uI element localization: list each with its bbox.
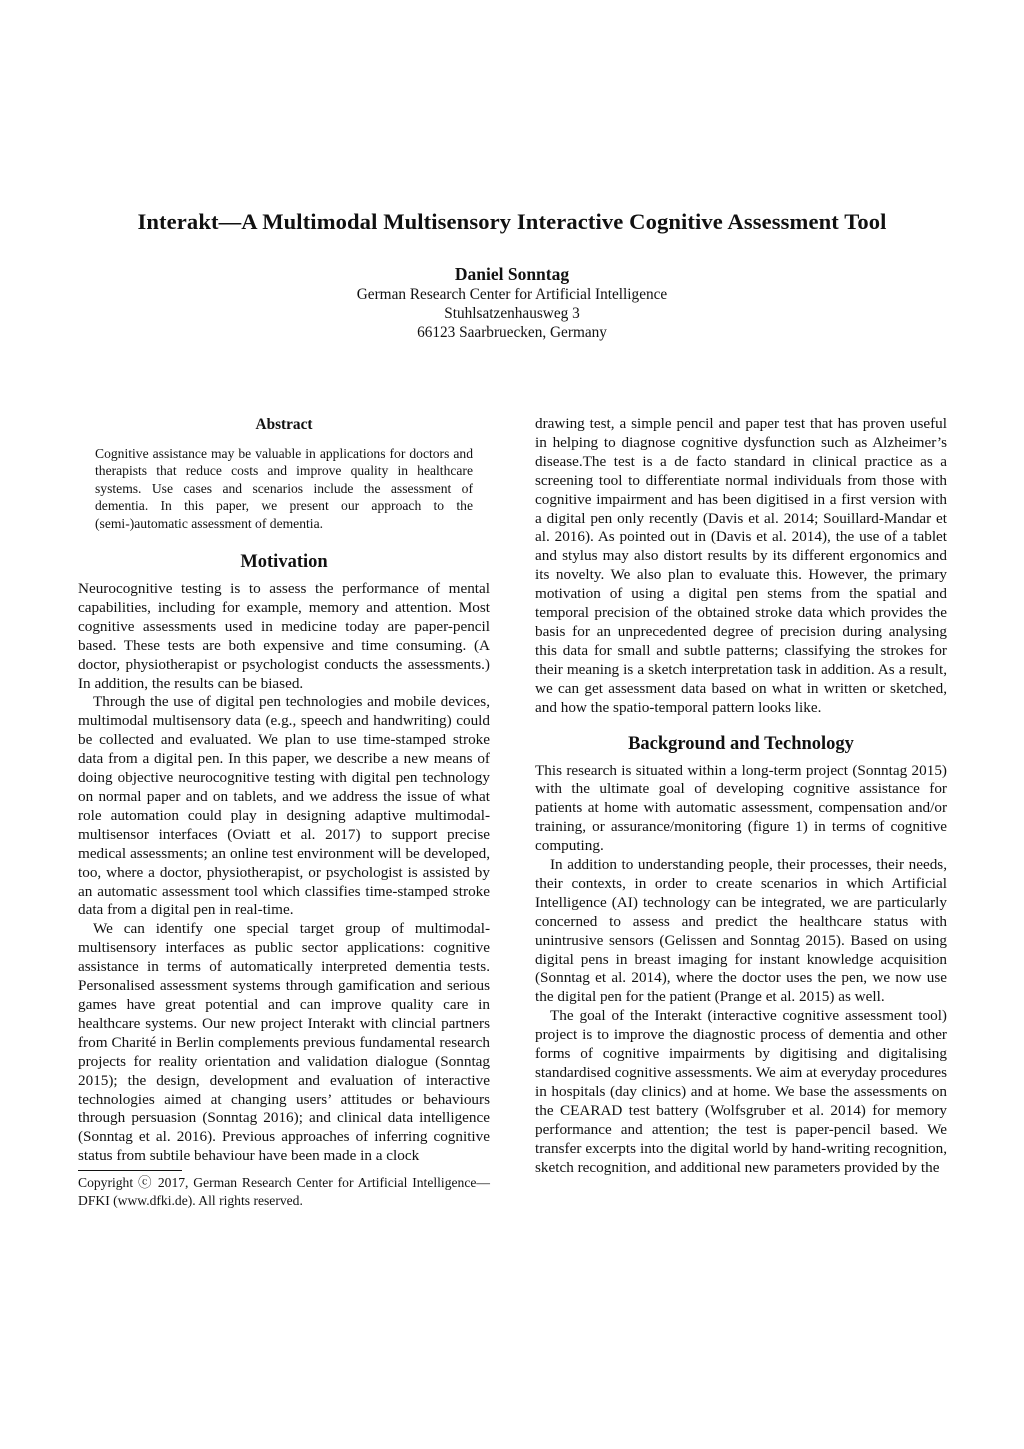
abstract-text: Cognitive assistance may be valuable in applications for doctors and therapists that reduce costs and improve quality in healthcare systems. Use cases and scenarios include the assessment of dementia. In this paper, we present our approach to the (semi-)automatic assessment of dementia. <box>95 446 473 531</box>
left-column <box>78 415 490 1209</box>
paragraph: The goal of the Interakt (interactive cognitive assessment tool) project is to improve the diagnostic process of dementia and other forms of cognitive impairments by digitising and digitalising standardised cognitive assessments. We aim at everyday procedures in hospitals (day clinics) and at home. We base the assessments on the CEARAD test battery (Wolfsgruber et al. 2014) for memory performance and attention; the test is paper-pencil based. We transfer excerpts into the digital world by hand-writing recognition, sketch recognition, and additional new parameters provided by the <box>535 1007 947 1176</box>
background-heading: Background and Technology <box>628 733 854 754</box>
paragraph: drawing test, a simple pencil and paper test that has proven useful in helping to diagnose cognitive dysfunction such as Alzheimer’s disease.The test is a de facto standard in clinical practice as a screening tool to differentiate normal individuals from those with cognitive impairment and has been digitised in a first version with a digital pen only recently (Davis et al. 2014; Souillard-Mandar et al. 2016). As pointed out in (Davis et al. 2014), the use of a tablet and stylus may also distort results by its different ergonomics and its novelty. We also plan to evaluate this. However, the primary motivation of using a digital pen stems from the spatial and temporal precision of the obtained stroke data which provides the basis for an unprecedented degree of precision during analysing this data for small and subtle patterns; classifying the strokes for their meaning is a sketch interpretation task in addition. As a result, we can get assessment data based on what in written or sketched, and how the spatio-temporal pattern looks like. <box>535 415 947 716</box>
author-block <box>0 263 1024 342</box>
right-column <box>535 415 947 1177</box>
affiliation-line: German Research Center for Artificial Intelligence <box>356 286 668 303</box>
abstract-heading: Abstract <box>255 416 313 433</box>
author-name: Daniel Sonntag <box>454 264 570 284</box>
footnote-divider <box>78 1170 182 1171</box>
copyright-footnote: Copyright ⓒ 2017, German Research Center for Artificial Intelligence—DFKI (www.dfki.de). All rights reserved. <box>78 1175 490 1208</box>
paper-title: Interakt—A Multimodal Multisensory Interactive Cognitive Assessment Tool <box>137 209 887 234</box>
paragraph: Through the use of digital pen technologies and mobile devices, multimodal multisensory data (e.g., speech and handwriting) could be collected and evaluated. We plan to use time-stamped stroke data from a digital pen. In this paper, we describe a new means of doing objective neurocognitive testing with digital pen technology on normal paper and on tablets, and we address the issue of what role automation could play in designing adaptive multimodal-multisensor interfaces (Oviatt et al. 2017) to support precise medical assessments; an online test environment will be developed, too, where a doctor, physiotherapist, or psychologist is assisted by an automatic assessment tool which classifies time-stamped stroke data from a digital pen in real-time. <box>78 693 490 919</box>
motivation-heading: Motivation <box>240 552 328 573</box>
paragraph: This research is situated within a long-term project (Sonntag 2015) with the ultimate goal of developing cognitive assistance for patients at home with automatic assessment, compensation and/or training, or assurance/monitoring (figure 1) in terms of cognitive computing. <box>535 761 947 855</box>
paragraph: Neurocognitive testing is to assess the performance of mental capabilities, including for example, memory and attention. Most cognitive assessments used in medicine today are paper-pencil based. These tests are both expensive and time consuming. (A doctor, physiotherapist or psychologist conducts the assessments.) In addition, the results can be biased. <box>78 580 490 692</box>
paragraph: In addition to understanding people, their processes, their needs, their contexts, in order to create scenarios in which Artificial Intelligence (AI) technology can be integrated, we are particularly concerned to assess and predict the healthcare status with unintrusive sensors (Gelissen and Sonntag 2015). Based on using digital pens in breast imaging for instant knowledge acquisition (Sonntag et al. 2014), where the doctor uses the pen, we now use the digital pen for the patient (Prange et al. 2015) as well. <box>535 856 947 1006</box>
paragraph: We can identify one special target group of multimodal-multisensory interfaces as public sector applications: cognitive assistance in terms of automatically interpreted dementia tests. Personalised assessment systems through gamification and serious games have great potential and can improve quality care in healthcare systems. Our new project Interakt with clincial partners from Charité in Berlin complements previous fundamental research projects for reality orientation and validation dialogue (Sonntag 2015); the design, development and evaluation of interactive technologies aimed at changing users’ attitudes or behaviours through persuasion (Sonntag 2016); and clinical data intelligence (Sonntag et al. 2016). Previous approaches of inferring cognitive status from subtile behaviour have been made in a clock <box>78 920 490 1165</box>
affiliation-line: 66123 Saarbruecken, Germany <box>417 324 607 341</box>
affiliation-line: Stuhlsatzenhausweg 3 <box>444 305 580 322</box>
